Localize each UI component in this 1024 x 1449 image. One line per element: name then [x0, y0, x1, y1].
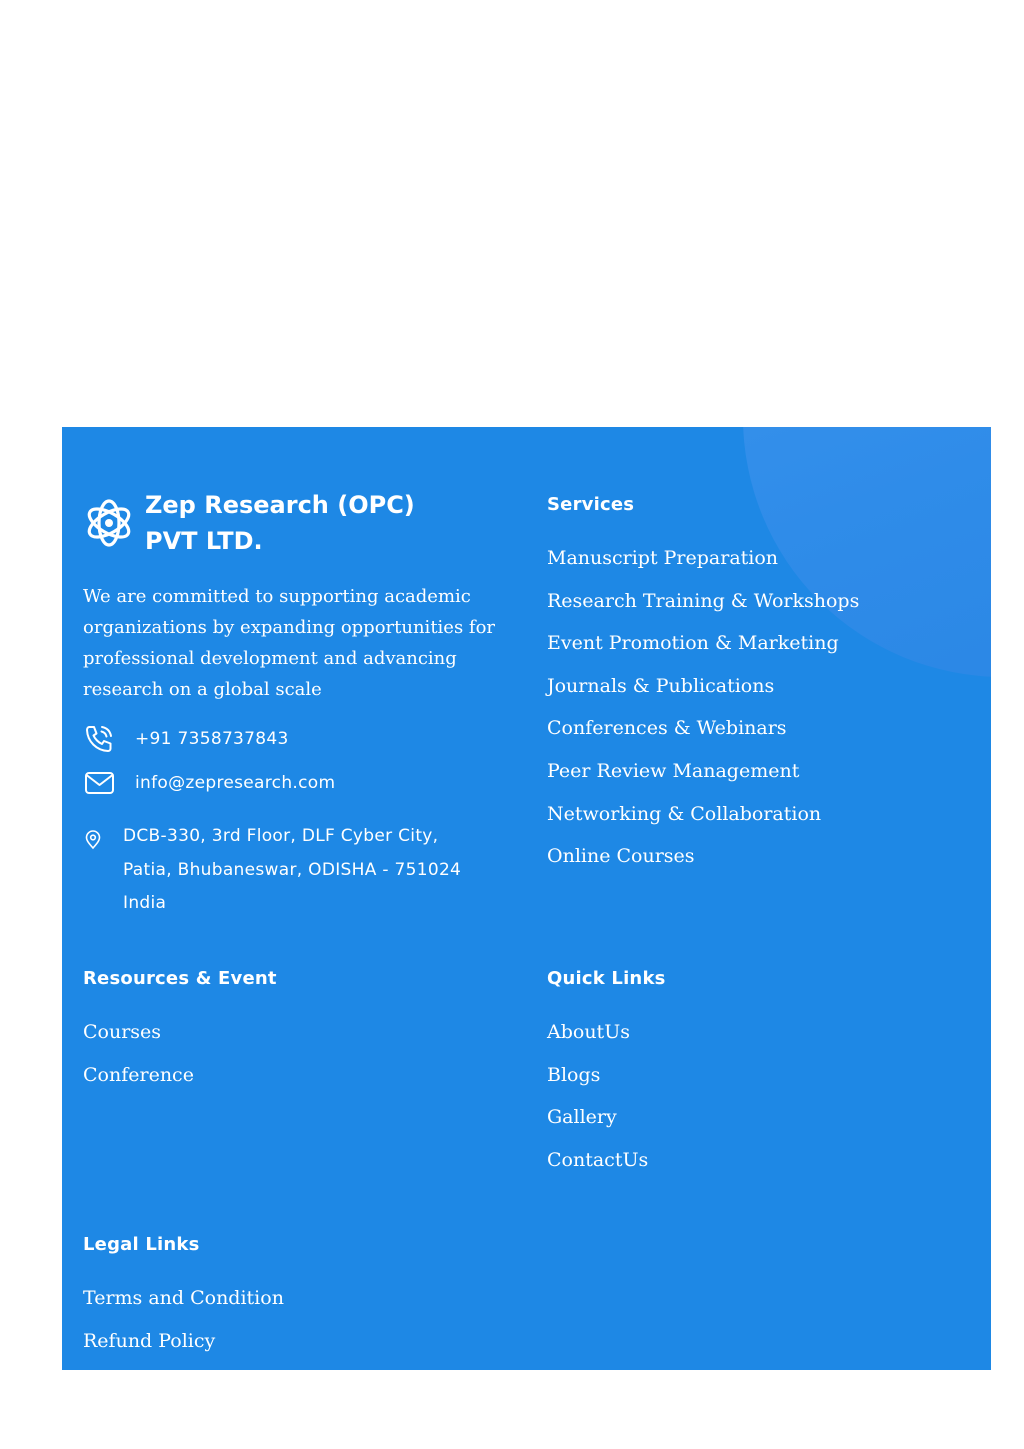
email-contact[interactable]: [83, 767, 335, 799]
quick-links-list: [547, 1011, 666, 1181]
location-pin-icon: [83, 830, 103, 850]
resources-link[interactable]: Courses: [83, 1021, 162, 1043]
legal-link[interactable]: Terms and Condition: [83, 1287, 284, 1309]
resources-link[interactable]: Conference: [83, 1063, 194, 1086]
legal-section: [83, 1233, 284, 1362]
address-line-3: India: [123, 893, 167, 913]
phone-contact[interactable]: [83, 723, 289, 755]
quick-link[interactable]: Gallery: [547, 1106, 617, 1129]
address-line-2: Patia, Bhubaneswar, ODISHA - 751024: [123, 859, 462, 880]
phone-number: +91 7358737843: [135, 729, 289, 749]
quick-links-section: [547, 967, 666, 1181]
resources-list: [83, 1011, 277, 1096]
legal-title: Legal Links: [83, 1234, 200, 1255]
company-name: [145, 487, 415, 559]
services-section: [547, 493, 859, 878]
quick-links-title: Quick Links: [547, 968, 666, 989]
quick-link[interactable]: AboutUs: [547, 1021, 630, 1043]
quick-link[interactable]: Blogs: [547, 1063, 601, 1086]
atom-logo-icon: [83, 497, 135, 549]
services-link[interactable]: Online Courses: [547, 845, 695, 868]
about-description: We are committed to supporting academic organizations by expanding opportunities for professional development and advancing research on a global scale: [83, 586, 496, 700]
legal-list: [83, 1277, 284, 1362]
services-link[interactable]: Conferences & Webinars: [547, 717, 787, 740]
company-name-line2: PVT LTD.: [145, 527, 263, 555]
brand[interactable]: [83, 487, 523, 557]
services-link[interactable]: Journals & Publications: [547, 674, 775, 697]
legal-link[interactable]: Refund Policy: [83, 1329, 216, 1352]
services-list: [547, 537, 859, 878]
services-link[interactable]: Manuscript Preparation: [547, 547, 779, 569]
mail-icon: [83, 767, 115, 799]
phone-icon: [83, 723, 115, 755]
site-footer: [62, 427, 991, 1370]
quick-link[interactable]: ContactUs: [547, 1148, 649, 1171]
address-text: [123, 820, 523, 921]
services-title: Services: [547, 494, 635, 515]
services-link[interactable]: Research Training & Workshops: [547, 589, 860, 612]
resources-section: [83, 967, 277, 1096]
company-name-line1: Zep Research (OPC): [145, 491, 415, 519]
services-link[interactable]: Networking & Collaboration: [547, 802, 822, 825]
services-link[interactable]: Event Promotion & Marketing: [547, 632, 839, 655]
email-address: info@zepresearch.com: [135, 773, 336, 793]
services-link[interactable]: Peer Review Management: [547, 759, 800, 782]
address-line-1: DCB-330, 3rd Floor, DLF Cyber City,: [123, 826, 439, 846]
resources-title: Resources & Event: [83, 968, 277, 989]
